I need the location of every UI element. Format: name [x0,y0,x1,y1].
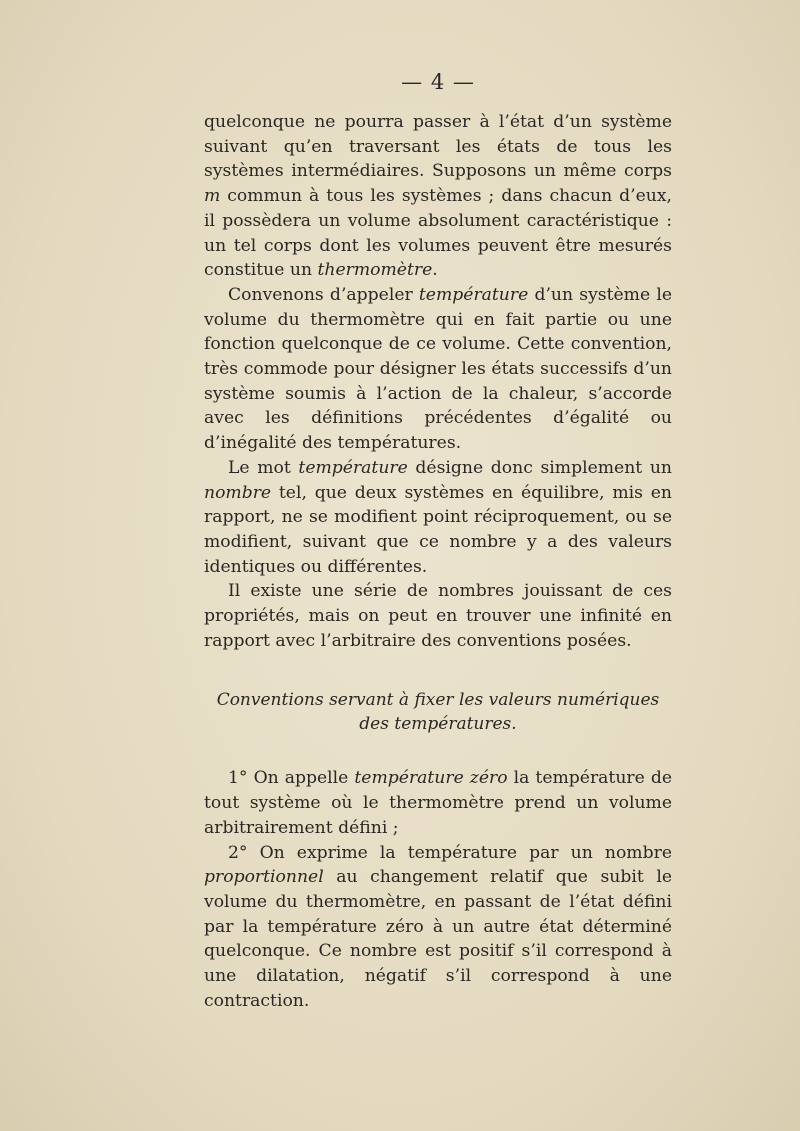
paragraph [204,110,672,283]
italic-text: m [204,186,221,207]
section-text [204,766,672,1013]
paragraph [204,766,672,840]
section-heading-line-2: des températures. [359,714,517,735]
text-run: Il existe une série de nombres jouissant de ces propriétés, mais on peut en trouver une infinité en rapport avec l’arbitraire des conventions posées. [204,581,672,651]
paragraph [204,283,672,456]
section-heading [204,688,672,736]
text-run: quelconque ne pourra passer à l’état d’un système suivant qu’en traversant les états de tous les systèmes intermédiaires. Supposons un même corps [204,112,672,182]
text-run: . [432,260,438,281]
book-page [204,70,672,1014]
text-run: Convenons d’appeler [228,284,419,305]
text-run: commun à tous les systèmes ; dans chacun d’eux, il possèdera un volume absolument caractéristique : un tel corps dont les volumes peuvent être mesurés constitue un [204,186,672,281]
italic-text: proportionnel [204,867,324,888]
text-run: 1° On appelle [228,768,355,789]
italic-text: nombre [204,482,272,503]
text-run: la température de tout système où le thermomètre prend un volume arbitrairement défini ; [204,768,672,838]
body-text [204,110,672,653]
paragraph [204,456,672,580]
italic-text: température [298,457,408,478]
section-heading-line-1: Conventions servant à fixer les valeurs numériques [216,690,660,711]
italic-text: température [418,284,529,305]
text-run: au changement relatif que subit le volume du thermomètre, en passant de l’état défini par la température zéro à un autre état déterminé quelconque. Ce nombre est positif s’il correspond à une dilatation, négatif s’il correspond à une contraction. [204,867,672,1011]
italic-text: température zéro [354,768,508,789]
paragraph [204,841,672,1014]
paragraph [204,579,672,653]
text-run: Le mot [228,457,299,478]
text-run: désigne donc simplement un [407,457,672,478]
italic-text: thermomètre [317,260,433,281]
text-run: 2° On exprime la température par un nombre [228,842,672,863]
page-number: — 4 — [401,70,475,94]
text-run: tel, que deux systèmes en équilibre, mis en rapport, ne se modifient point réciproquement, ou se modifient, suivant que ce nombre y a des valeurs identiques ou différentes. [204,482,672,577]
text-run: d’un système le volume du thermomètre qui en fait partie ou une fonction quelconque de ce volume. Cette convention, très commode pour désigner les états successifs d’un système soumis à l’action de la chaleur, s’accorde avec les définitions précédentes d’égalité ou d’inégalité des températures. [204,284,672,454]
